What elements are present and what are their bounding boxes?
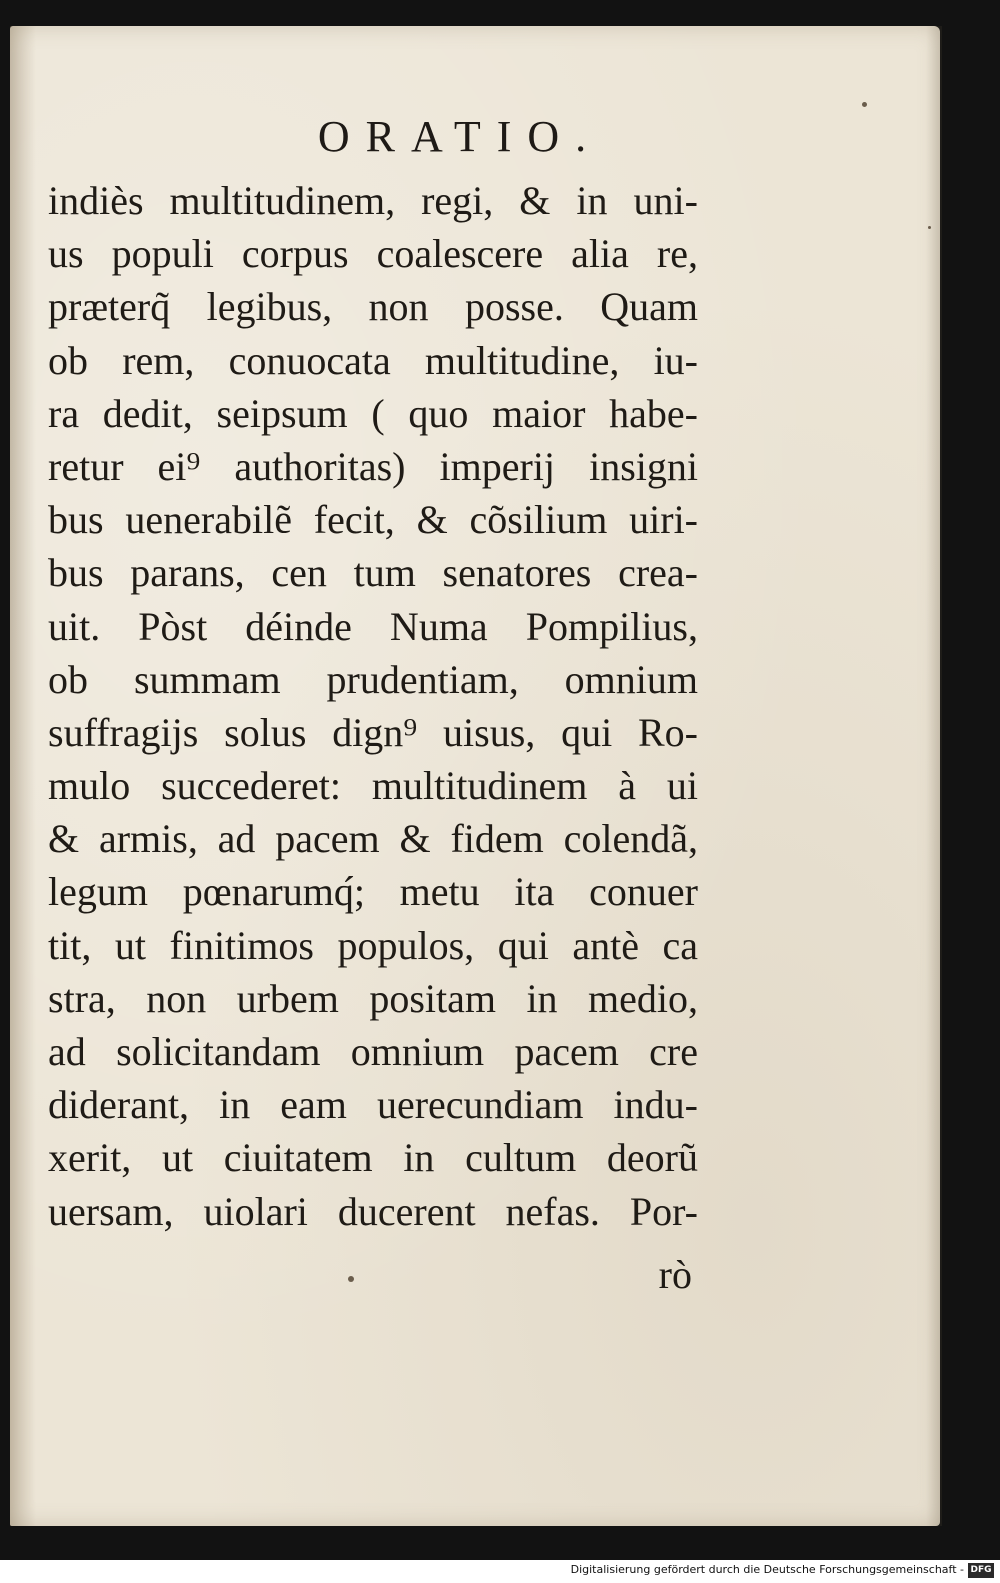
body-text <box>48 174 698 1238</box>
text-line: stra, non urbem positam in medio, <box>48 975 698 1021</box>
text-line: ob summam prudentiam, omnium <box>48 656 698 702</box>
text-line: indiès multitudinem, regi, & in uni- <box>48 178 698 223</box>
text-line: us populi corpus coalescere alia re, <box>48 231 698 277</box>
footer-bar <box>0 1560 1000 1583</box>
text-line: uit. Pòst déinde Numa Pompilius, <box>48 603 698 649</box>
ink-fleck <box>348 1276 354 1282</box>
running-header: ORATIO. <box>317 112 603 161</box>
page-edge <box>926 26 942 1526</box>
text-line: uersam, uiolari ducerent nefas. Por- <box>48 1188 698 1234</box>
text-line: ob rem, conuocata multitudine, iu- <box>48 337 698 383</box>
text-line: mulo succederet: multitudinem à ui <box>48 763 698 809</box>
text-line: retur ei⁹ authoritas) imperij insigni <box>48 443 698 489</box>
catchword: rò <box>658 1252 692 1297</box>
text-line: legum pœnarumq́; metu ita conuer <box>48 869 698 915</box>
spine-shadow <box>10 26 36 1526</box>
text-line: ra dedit, seipsum ( quo maior habe- <box>48 390 698 436</box>
text-line: suffragijs solus dign⁹ uisus, qui Ro- <box>48 709 698 755</box>
text-line: ad solicitandam omnium pacem cre <box>48 1029 698 1074</box>
ink-fleck <box>928 226 931 229</box>
text-line: & armis, ad pacem & fidem colendã, <box>48 816 698 862</box>
text-line: tit, ut finitimos populos, qui antè ca <box>48 922 698 968</box>
funding-credit: Digitalisierung gefördert durch die Deutsche Forschungsgemeinschaft - <box>570 1563 964 1576</box>
dfg-logo: DFG <box>968 1563 994 1578</box>
text-line: diderant, in eam uerecundiam indu- <box>48 1082 698 1128</box>
text-line: præterq̃ legibus, non posse. Quam <box>48 284 698 330</box>
text-line: bus parans, cen tum senatores crea- <box>48 550 698 596</box>
text-line: xerit, ut ciuitatem in cultum deorũ <box>48 1135 698 1181</box>
ink-fleck <box>862 102 867 107</box>
book-page <box>10 26 940 1526</box>
text-line: bus uenerabilẽ fecit, & cõsilium uiri- <box>48 497 698 543</box>
